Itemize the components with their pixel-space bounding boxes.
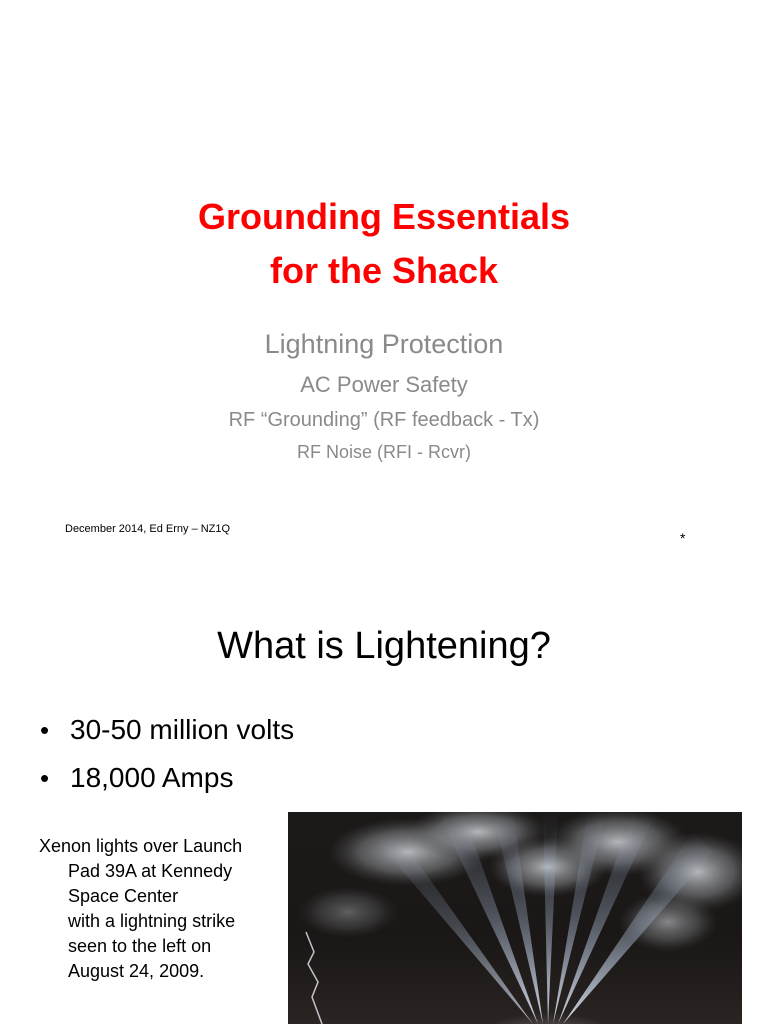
- asterisk-marker: *: [680, 530, 686, 546]
- slide-heading: What is Lightening?: [217, 625, 551, 667]
- night-sky-beams-image: [288, 812, 742, 1024]
- caption-line: August 24, 2009.: [68, 961, 205, 981]
- subtitle-ac-power-safety: AC Power Safety: [300, 372, 468, 397]
- caption-line: Xenon lights over Launch: [39, 836, 243, 856]
- slide-title-line-1: Grounding Essentials: [197, 196, 571, 237]
- slide-title-line-2: for the Shack: [269, 250, 499, 291]
- caption-line: with a lightning strike: [68, 911, 236, 931]
- lightning-slide: [0, 576, 768, 1024]
- bullet-item: [40, 754, 294, 802]
- bullet-icon: •: [40, 715, 50, 745]
- photo-caption: [39, 834, 279, 984]
- caption-line: seen to the left on: [68, 936, 212, 956]
- bullet-list: [40, 706, 294, 802]
- caption-line: Space Center: [68, 886, 179, 906]
- author-date-note: December 2014, Ed Erny – NZ1Q: [65, 523, 231, 535]
- subtitle-lightning-protection: Lightning Protection: [264, 329, 504, 359]
- caption-line: Pad 39A at Kennedy: [68, 861, 233, 881]
- bullet-text: 30-50 million volts: [70, 714, 295, 745]
- bullet-icon: •: [40, 763, 50, 793]
- subtitle-rf-noise: RF Noise (RFI - Rcvr): [297, 442, 471, 462]
- bullet-item: [40, 706, 294, 754]
- subtitle-rf-grounding: RF “Grounding” (RF feedback - Tx): [228, 409, 540, 431]
- launch-pad-lights-photo: [288, 812, 742, 1024]
- bullet-text: 18,000 Amps: [70, 762, 234, 793]
